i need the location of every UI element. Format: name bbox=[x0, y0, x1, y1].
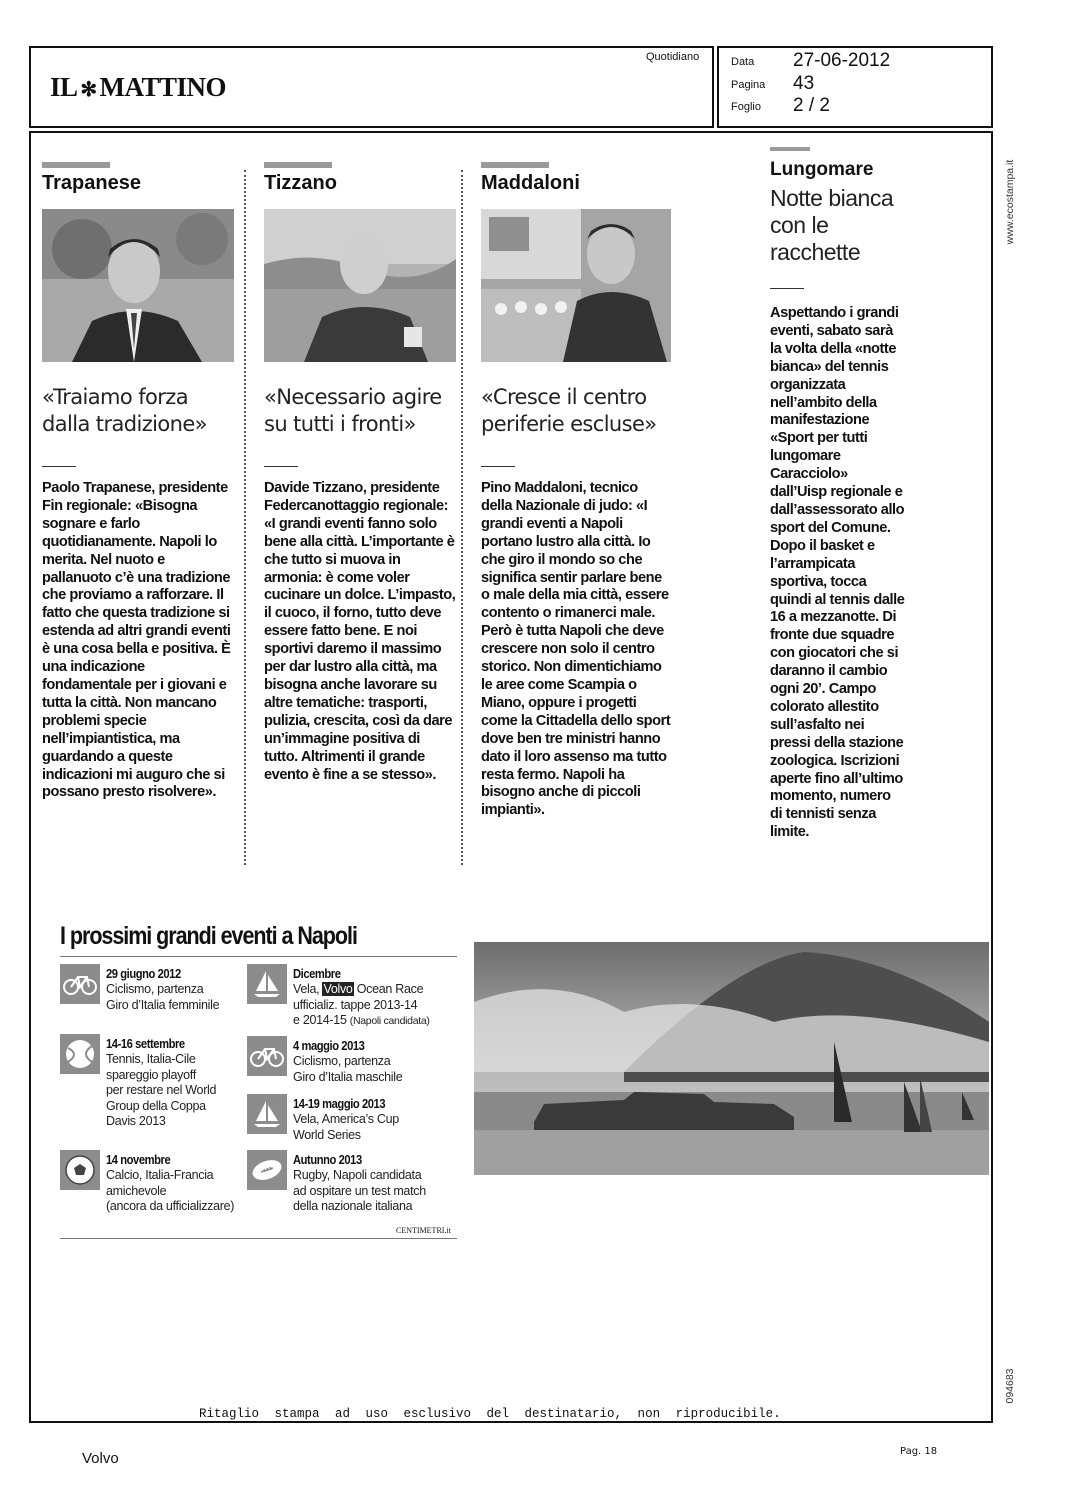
tennis-ball-icon bbox=[60, 1034, 100, 1074]
event-description: Tennis, Italia-Cile spareggio playoff per restare nel World Group della Coppa Davis 2013 bbox=[106, 1052, 217, 1128]
interview-column bbox=[42, 162, 234, 802]
event-date: 4 maggio 2013 bbox=[293, 1038, 365, 1053]
event-desc-part: Ocean Race ufficializ. tappe 2013-14 e 2014-15 bbox=[293, 982, 424, 1027]
event-date: 14 novembre bbox=[106, 1152, 171, 1167]
side-code bbox=[1003, 1362, 1017, 1410]
event-description: Rugby, Napoli candidata ad ospitare un test match della nazionale italiana bbox=[293, 1168, 426, 1213]
column-name: Tizzano bbox=[264, 172, 337, 194]
meta-label-data: Data bbox=[731, 56, 755, 68]
short-rule bbox=[42, 466, 76, 467]
logo-left: IL bbox=[50, 72, 78, 102]
portrait-maddaloni bbox=[481, 209, 671, 362]
soccer-ball-icon bbox=[60, 1150, 100, 1190]
logo-emblem-icon: ✻ bbox=[80, 79, 97, 101]
landscape-illustration bbox=[474, 942, 989, 1175]
events-bottom-rule bbox=[60, 1238, 457, 1239]
pull-quote: «Cresce il centro periferie escluse» bbox=[481, 385, 657, 436]
short-rule bbox=[264, 466, 298, 467]
sailboat-icon bbox=[247, 1094, 287, 1134]
side-code-text: 094683 bbox=[1004, 1368, 1016, 1404]
event-date: 29 giugno 2012 bbox=[106, 966, 181, 981]
reproduction-notice: Ritaglio stampa ad uso esclusivo del destinatario, non riproducibile. bbox=[199, 1407, 781, 1421]
keyword-label: Volvo bbox=[82, 1450, 119, 1467]
event-date: Autunno 2013 bbox=[293, 1152, 362, 1167]
events-title: I prossimi grandi eventi a Napoli bbox=[60, 922, 357, 950]
meta-value-data: 27-06-2012 bbox=[793, 50, 891, 71]
interview-text: Paolo Trapanese, presidente Fin regionale: «Bisogna sognare e farlo quotidianamente. Napoli lo merita. Nel nuoto e pallanuoto c’è una tradizione che proviamo a rafforzare. Il fatto che questa tradizione si estenda ad altri grandi eventi è una cosa bella e positiva. È una indicazione fondamentale per i giovani e tutta la città. Non mancano problemi specie nell’impiantistica, ma guardando a queste indicazioni mi auguro che si possano presto risolvere». bbox=[42, 480, 231, 801]
kicker-bar bbox=[42, 162, 110, 168]
portrait-photo bbox=[264, 209, 456, 362]
sidebar-article bbox=[770, 147, 906, 842]
meta-value-foglio: 2 / 2 bbox=[793, 95, 830, 116]
rugby-ball-icon bbox=[247, 1150, 287, 1190]
kicker-bar bbox=[770, 147, 810, 151]
event-date: 14-19 maggio 2013 bbox=[293, 1096, 386, 1111]
sidebar-headline: Notte bianca con le racchette bbox=[770, 185, 894, 265]
kicker-bar bbox=[264, 162, 332, 168]
event-description bbox=[293, 982, 430, 1030]
portrait-tizzano bbox=[264, 209, 456, 362]
column-divider bbox=[244, 170, 246, 865]
kicker-bar bbox=[481, 162, 549, 168]
event-date: 14-16 settembre bbox=[106, 1036, 185, 1051]
newspaper-logo bbox=[50, 72, 226, 103]
graphics-credit: CENTIMETRI.it bbox=[396, 1226, 451, 1235]
meta-value-pagina: 43 bbox=[793, 73, 815, 94]
portrait-photo bbox=[481, 209, 671, 362]
page-number: Pag. 18 bbox=[900, 1446, 938, 1457]
short-rule bbox=[481, 466, 515, 467]
pull-quote: «Traiamo forza dalla tradizione» bbox=[42, 385, 207, 436]
highlighted-keyword: Volvo bbox=[323, 982, 353, 996]
meta-label-foglio: Foglio bbox=[731, 101, 761, 113]
portrait-trapanese bbox=[42, 209, 234, 362]
short-rule bbox=[770, 288, 804, 289]
sidebar-text: Aspettando i grandi eventi, sabato sarà la volta della «notte bianca» del tennis organizzata nell’ambito della manifestazione «Sport per tutti lungomare Caracciolo» dall’Uisp regionale e dall’assessorato allo sport del Comune. Dopo il basket e l’arrampicata sportiva, tocca quindi al tennis dalle 16 a mezzanotte. Di fronte due squadre con giocatori che si daranno il cambio ogni 20’. Campo colorato allestito sull’asfalto nei pressi della stazione zoologica. Iscrizioni aperte fino all’ultimo momento, numero di tennisti senza limite. bbox=[770, 305, 905, 841]
interview-text: Davide Tizzano, presidente Federcanottaggio regionale: «I grandi eventi fanno solo bene alla città. L’importante è che tutto si muova in armonia: è come voler cucinare un dolce. L’impasto, il cuoco, il forno, tutto deve essere fatto bene. E noi sportivi daremo il massimo per dar lustro alla città, ma bisogna anche lavorare su altre tematiche: trasporti, pulizia, crescita, così da dare un’immagine positiva di tutto. Altrimenti il grande evento è fine a se stesso». bbox=[264, 480, 456, 783]
meta-label-pagina: Pagina bbox=[731, 79, 766, 91]
column-name: Maddaloni bbox=[481, 172, 580, 194]
event-description: Calcio, Italia-Francia amichevole (ancora da ufficializzare) bbox=[106, 1168, 235, 1213]
logo-right: MATTINO bbox=[99, 72, 227, 102]
event-description: Ciclismo, partenza Giro d’Italia maschile bbox=[293, 1054, 403, 1084]
side-url-text: www.ecostampa.it bbox=[1004, 159, 1016, 245]
event-description: Vela, America’s Cup World Series bbox=[293, 1112, 399, 1142]
portrait-photo bbox=[42, 209, 234, 362]
sidebar-title: Lungomare bbox=[770, 159, 874, 180]
pull-quote: «Necessario agire su tutti i fronti» bbox=[264, 385, 442, 436]
interview-column bbox=[264, 162, 456, 784]
bicycle-icon bbox=[247, 1036, 287, 1076]
sailboat-icon bbox=[247, 964, 287, 1004]
column-name: Trapanese bbox=[42, 172, 141, 194]
event-description: Ciclismo, partenza Giro d’Italia femminile bbox=[106, 982, 220, 1012]
event-desc-part: Vela, bbox=[293, 982, 323, 996]
interview-column bbox=[481, 162, 671, 820]
side-url bbox=[1003, 147, 1017, 257]
event-desc-note: (Napoli candidata) bbox=[349, 1015, 430, 1027]
publication-type: Quotidiano bbox=[646, 51, 700, 63]
interview-text: Pino Maddaloni, tecnico della Nazionale di judo: «I grandi eventi a Napoli portano lustro alla città. Io che giro il mondo so che significa sentir parlare bene o male della mia città, essere contento o rimanerci male. Però è tutta Napoli che deve crescere non solo il centro storico. Non dimentichiamo le aree come Scampia o Miano, oppure i progetti come la Cittadella dello sport dove ben tre ministri hanno dato il loro assenso ma tutto resta fermo. Napoli ha bisogno anche di piccoli impianti». bbox=[481, 480, 671, 819]
events-top-rule bbox=[60, 956, 457, 957]
event-date: Dicembre bbox=[293, 966, 341, 981]
column-divider bbox=[461, 170, 463, 865]
bicycle-icon bbox=[60, 964, 100, 1004]
vesuvio-sailing-photo bbox=[474, 942, 989, 1175]
